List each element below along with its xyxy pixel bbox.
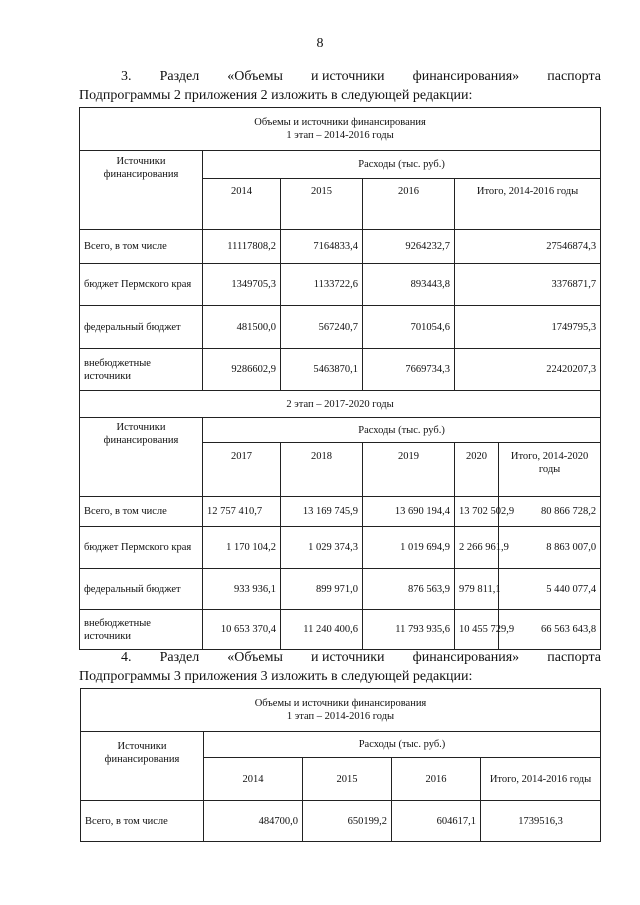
cell-value: 604617,1 [392,801,481,842]
total-header: Итого, 2014-2016 годы [481,758,601,801]
year-header: 2016 [392,758,481,801]
cell-value: 12 757 410,7 [203,497,281,527]
cell-value: 5463870,1 [281,349,363,391]
year-header: 2014 [203,179,281,230]
year-header: 2018 [281,443,363,497]
word: Раздел [159,650,200,665]
stage-2-title: 2 этап – 2017-2020 годы [80,391,601,418]
cell-value: 9286602,9 [203,349,281,391]
word: и источники [310,69,385,84]
word: финансирования» [412,69,520,84]
row-label: федеральный бюджет [80,569,203,610]
cell-value: 3376871,7 [455,264,601,306]
row-label: внебюджетные источники [80,610,203,650]
word: «Объемы [227,650,283,665]
cell-value: 2 266 961,9 [455,527,499,569]
financing-table-subprogram-2 [79,107,601,650]
cell-value: 27546874,3 [455,230,601,264]
cell-value: 66 563 643,8 [499,610,601,650]
cell-value: 1 170 104,2 [203,527,281,569]
word: Раздел [159,69,200,84]
word: финансирования» [412,650,520,665]
cell-value: 13 702 502,9 [455,497,499,527]
cell-value: 1 019 694,9 [363,527,455,569]
cell-value: 22420207,3 [455,349,601,391]
word: паспорта [547,69,601,84]
table-title [81,689,601,732]
row-label: Всего, в том числе [81,801,204,842]
item-4-paragraph [79,648,601,686]
cell-value: 13 690 194,4 [363,497,455,527]
cell-value: 8 863 007,0 [499,527,601,569]
cell-value: 899 971,0 [281,569,363,610]
expenses-header: Расходы (тыс. руб.) [204,732,601,758]
table-title-line1: Объемы и источники финансирования [254,698,427,709]
table-title [80,108,601,151]
item-3-paragraph [79,67,601,105]
cell-value: 7669734,3 [363,349,455,391]
item-number: 3. [121,69,132,84]
sources-header: Источники финансирования [80,418,203,497]
cell-value: 1739516,3 [481,801,601,842]
cell-value: 80 866 728,2 [499,497,601,527]
cell-value: 11 240 400,6 [281,610,363,650]
row-label: федеральный бюджет [80,306,203,349]
year-header: 2015 [303,758,392,801]
cell-value: 876 563,9 [363,569,455,610]
cell-value: 10 455 729,9 [455,610,499,650]
row-label: бюджет Пермского края [80,527,203,569]
expenses-header: Расходы (тыс. руб.) [203,151,601,179]
cell-value: 1749795,3 [455,306,601,349]
cell-value: 1 029 374,3 [281,527,363,569]
year-header: 2019 [363,443,455,497]
cell-value: 10 653 370,4 [203,610,281,650]
word: «Объемы [227,69,283,84]
cell-value: 979 811,1 [455,569,499,610]
word: и источники [310,650,385,665]
table-title-line2: 1 этап – 2014-2016 годы [286,711,395,722]
table-title-line2: 1 этап – 2014-2016 годы [286,130,394,141]
cell-value: 13 169 745,9 [281,497,363,527]
table-title-line1: Объемы и источники финансирования [254,117,426,128]
total-header: Итого, 2014-2020 годы [499,443,601,497]
cell-value: 1349705,3 [203,264,281,306]
cell-value: 933 936,1 [203,569,281,610]
financing-table-subprogram-3 [80,688,601,842]
cell-value: 701054,6 [363,306,455,349]
row-label: внебюджетные источники [80,349,203,391]
expenses-header: Расходы (тыс. руб.) [203,418,601,443]
cell-value: 11117808,2 [203,230,281,264]
item-4-line2: Подпрограммы 3 приложения 3 изложить в следующей редакции: [79,669,473,684]
cell-value: 7164833,4 [281,230,363,264]
row-label: бюджет Пермского края [80,264,203,306]
year-header: 2016 [363,179,455,230]
cell-value: 484700,0 [204,801,303,842]
year-header: 2015 [281,179,363,230]
cell-value: 9264232,7 [363,230,455,264]
row-label: Всего, в том числе [80,230,203,264]
sources-header: Источники финансирования [80,151,203,230]
cell-value: 1133722,6 [281,264,363,306]
word: паспорта [547,650,601,665]
cell-value: 893443,8 [363,264,455,306]
sources-header: Источники финансирования [81,732,204,801]
cell-value: 481500,0 [203,306,281,349]
item-3-line2: Подпрограммы 2 приложения 2 изложить в следующей редакции: [79,88,473,103]
cell-value: 650199,2 [303,801,392,842]
year-header: 2014 [204,758,303,801]
page-number: 8 [316,36,324,51]
cell-value: 567240,7 [281,306,363,349]
year-header: 2020 [455,443,499,497]
item-number: 4. [121,650,132,665]
year-header: 2017 [203,443,281,497]
row-label: Всего, в том числе [80,497,203,527]
total-header: Итого, 2014-2016 годы [455,179,601,230]
cell-value: 5 440 077,4 [499,569,601,610]
cell-value: 11 793 935,6 [363,610,455,650]
